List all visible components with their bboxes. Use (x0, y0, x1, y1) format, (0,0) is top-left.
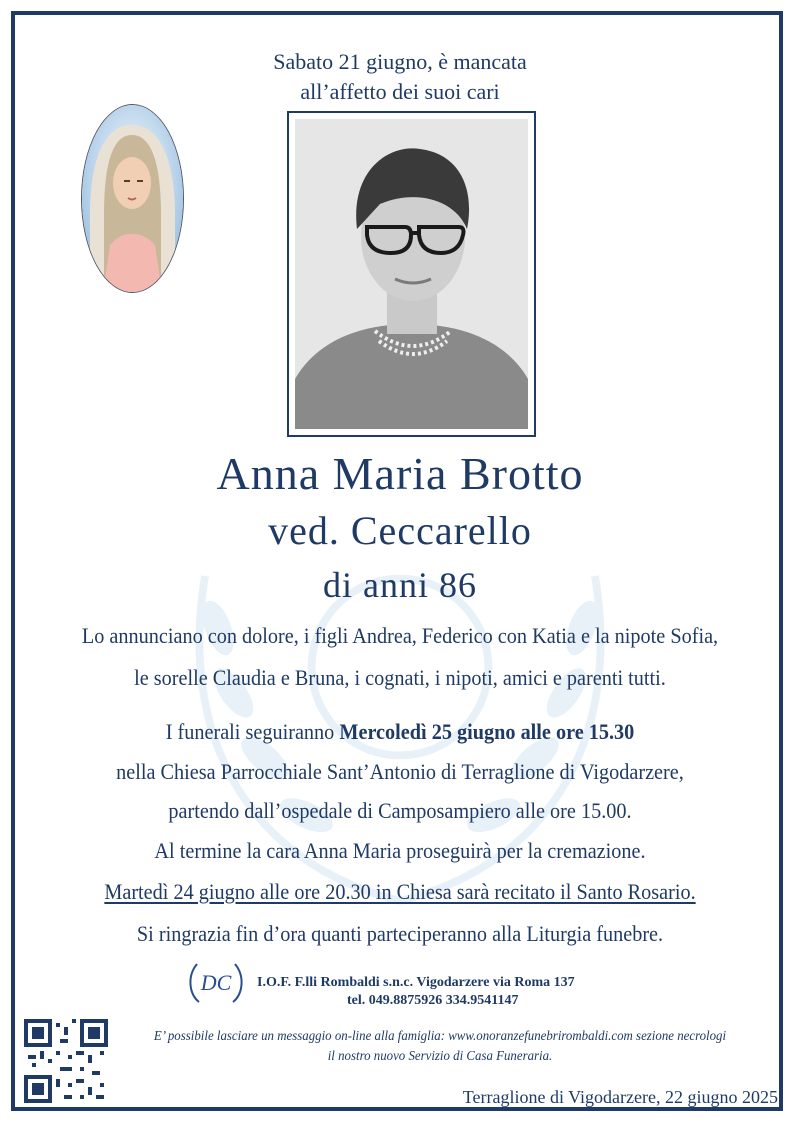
deceased-photo (295, 119, 528, 429)
online-note-line-2: il nostro nuovo Servizio di Casa Funeraria. (327, 1049, 553, 1064)
funeral-line-2: nella Chiesa Parrocchiale Sant’Antonio di Terraglione di Vigodarzere, (116, 759, 684, 784)
online-note (146, 1027, 735, 1067)
qr-code (24, 1019, 108, 1103)
madonna-illustration (82, 105, 183, 292)
company-phones: tel. 049.8875926 334.9541147 (347, 993, 519, 1008)
funeral-line-3: partendo dall’ospedale di Camposampiero alle ore 15.00. (168, 798, 632, 823)
message-line-1: Lo annunciano con dolore, i figli Andrea, Federico con Katia e la nipote Sofia, (81, 623, 719, 648)
company-logo-text: DC (200, 970, 232, 995)
announcement (0, 47, 800, 107)
message-line-2: le sorelle Claudia e Bruna, i cognati, i nipoti, amici e parenti tutti. (134, 665, 666, 690)
company-info (257, 974, 575, 1010)
portrait-illustration (295, 119, 528, 429)
deceased-age: di anni 86 (323, 565, 477, 605)
funeral-line-4: Al termine la cara Anna Maria proseguirà per la cremazione. (154, 838, 646, 863)
madonna-image (81, 104, 184, 293)
deceased-married-name: ved. Ceccarello (268, 508, 532, 553)
announcement-line-2: all’affetto dei suoi cari (300, 79, 500, 104)
company-logo (185, 958, 247, 1008)
place-and-date: Terraglione di Vigodarzere, 22 giugno 2025 (462, 1087, 778, 1107)
online-note-line-1: E’ possibile lasciare un messaggio on-line alla famiglia: www.onoranzefunebrirombaldi.com sezione necrologi (153, 1029, 727, 1044)
deceased-name: Anna Maria Brotto (216, 448, 584, 499)
funeral-line-1-prefix: I funerali seguiranno (165, 719, 340, 744)
thanks-line: Si ringrazia fin d’ora quanti parteciperanno alla Liturgia funebre. (136, 921, 664, 946)
rosary-line: Martedì 24 giugno alle ore 20.30 in Chiesa sarà recitato il Santo Rosario. (104, 879, 696, 904)
funeral-line-1 (32, 716, 768, 747)
announcement-line-1: Sabato 21 giugno, è mancata (273, 49, 527, 74)
rosary-line-wrap (32, 876, 768, 907)
deceased-photo-frame (287, 111, 536, 437)
funeral-date-time: Mercoledì 25 giugno alle ore 15.30 (339, 719, 635, 744)
company-name: I.O.F. F.lli Rombaldi s.n.c. Vigodarzere via Roma 137 (257, 975, 575, 990)
